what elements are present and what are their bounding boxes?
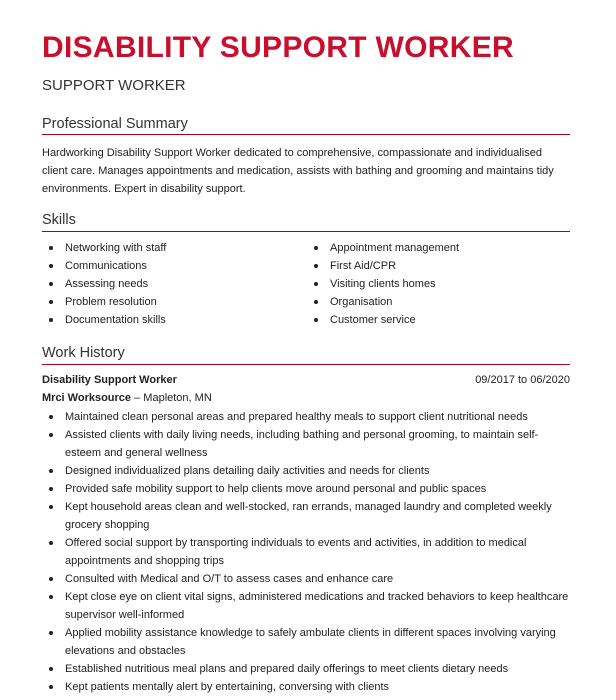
skill-label: Visiting clients homes [330, 278, 436, 290]
skill-label: Customer service [330, 314, 416, 326]
bullet-icon [314, 300, 318, 304]
bullet-icon [49, 667, 53, 671]
resume-subtitle: SUPPORT WORKER [42, 77, 186, 94]
skill-label: Assessing needs [65, 278, 149, 290]
skill-item [307, 239, 459, 257]
duty-item [42, 498, 570, 534]
bullet-icon [49, 685, 53, 689]
duty-item [42, 480, 570, 498]
skill-label: Appointment management [330, 242, 460, 254]
skill-item [42, 293, 166, 311]
skill-item [307, 257, 459, 275]
skill-item [42, 239, 166, 257]
duty-item [42, 570, 570, 588]
job-employer [42, 392, 212, 404]
skills-list-left [42, 239, 166, 329]
duty-text: Assisted clients with daily living needs, including bathing and personal grooming, to maintain self-esteem and general wellness [65, 429, 539, 459]
duty-item [42, 462, 570, 480]
skills-list-right [307, 239, 459, 329]
skill-item [307, 275, 459, 293]
work-history-divider [42, 364, 570, 365]
job-location: – Mapleton, MN [131, 392, 212, 404]
job-company: Mrci Worksource [42, 392, 132, 404]
duty-text: Maintained clean personal areas and prepared healthy meals to support client nutritional needs [65, 411, 528, 423]
duty-text: Designed individualized plans detailing daily activities and needs for clients [65, 465, 430, 477]
bullet-icon [49, 282, 53, 286]
skill-label: First Aid/CPR [330, 260, 397, 272]
duty-item [42, 678, 570, 696]
summary-heading: Professional Summary [42, 116, 188, 132]
summary-text: Hardworking Disability Support Worker dedicated to comprehensive, compassionate and individualised client care. Manages appointments and medication, assists with bathing and grooming and maintains tidy environments. Expert in disability support. [42, 147, 554, 195]
skill-label: Problem resolution [65, 296, 157, 308]
skill-item [42, 311, 166, 329]
duty-text: Kept close eye on client vital signs, administered medications and tracked behaviors to keep healthcare supervisor well-informed [65, 591, 569, 621]
duty-text: Established nutritious meal plans and prepared daily offerings to meet clients dietary needs [65, 663, 509, 675]
duty-item [42, 624, 570, 660]
skill-item [307, 293, 459, 311]
bullet-icon [314, 246, 318, 250]
bullet-icon [49, 487, 53, 491]
bullet-icon [314, 318, 318, 322]
bullet-icon [49, 415, 53, 419]
bullet-icon [49, 318, 53, 322]
summary-divider [42, 134, 570, 135]
job-duties-list [42, 408, 570, 696]
duty-text: Provided safe mobility support to help clients move around personal and public spaces [65, 483, 487, 495]
duty-item [42, 426, 570, 462]
bullet-icon [49, 433, 53, 437]
duty-text: Applied mobility assistance knowledge to safely ambulate clients in different spaces involving varying elevations and obstacles [65, 627, 556, 657]
bullet-icon [49, 264, 53, 268]
bullet-icon [49, 577, 53, 581]
duty-item [42, 534, 570, 570]
bullet-icon [314, 282, 318, 286]
bullet-icon [49, 595, 53, 599]
duty-text: Consulted with Medical and O/T to assess cases and enhance care [65, 573, 394, 585]
skills-heading: Skills [42, 212, 76, 228]
bullet-icon [49, 505, 53, 509]
skill-label: Communications [65, 260, 147, 272]
duty-item [42, 660, 570, 678]
duty-text: Kept patients mentally alert by entertaining, conversing with clients [65, 681, 390, 693]
skill-label: Organisation [330, 296, 393, 308]
duty-text: Kept household areas clean and well-stocked, ran errands, managed laundry and completed weekly grocery shopping [65, 501, 552, 531]
duty-text: Offered social support by transporting individuals to events and activities, in addition to medical appointments and shopping trips [65, 537, 527, 567]
resume-name: DISABILITY SUPPORT WORKER [42, 31, 514, 64]
job-dates: 09/2017 to 06/2020 [475, 374, 570, 386]
skill-item [307, 311, 459, 329]
bullet-icon [49, 631, 53, 635]
work-history-heading: Work History [42, 345, 125, 361]
duty-item [42, 588, 570, 624]
bullet-icon [49, 541, 53, 545]
skill-item [42, 275, 166, 293]
duty-item [42, 408, 570, 426]
bullet-icon [314, 264, 318, 268]
bullet-icon [49, 246, 53, 250]
bullet-icon [49, 300, 53, 304]
skill-label: Documentation skills [65, 314, 166, 326]
skill-item [42, 257, 166, 275]
skill-label: Networking with staff [65, 242, 167, 254]
job-title: Disability Support Worker [42, 374, 177, 386]
skills-divider [42, 231, 570, 232]
bullet-icon [49, 469, 53, 473]
